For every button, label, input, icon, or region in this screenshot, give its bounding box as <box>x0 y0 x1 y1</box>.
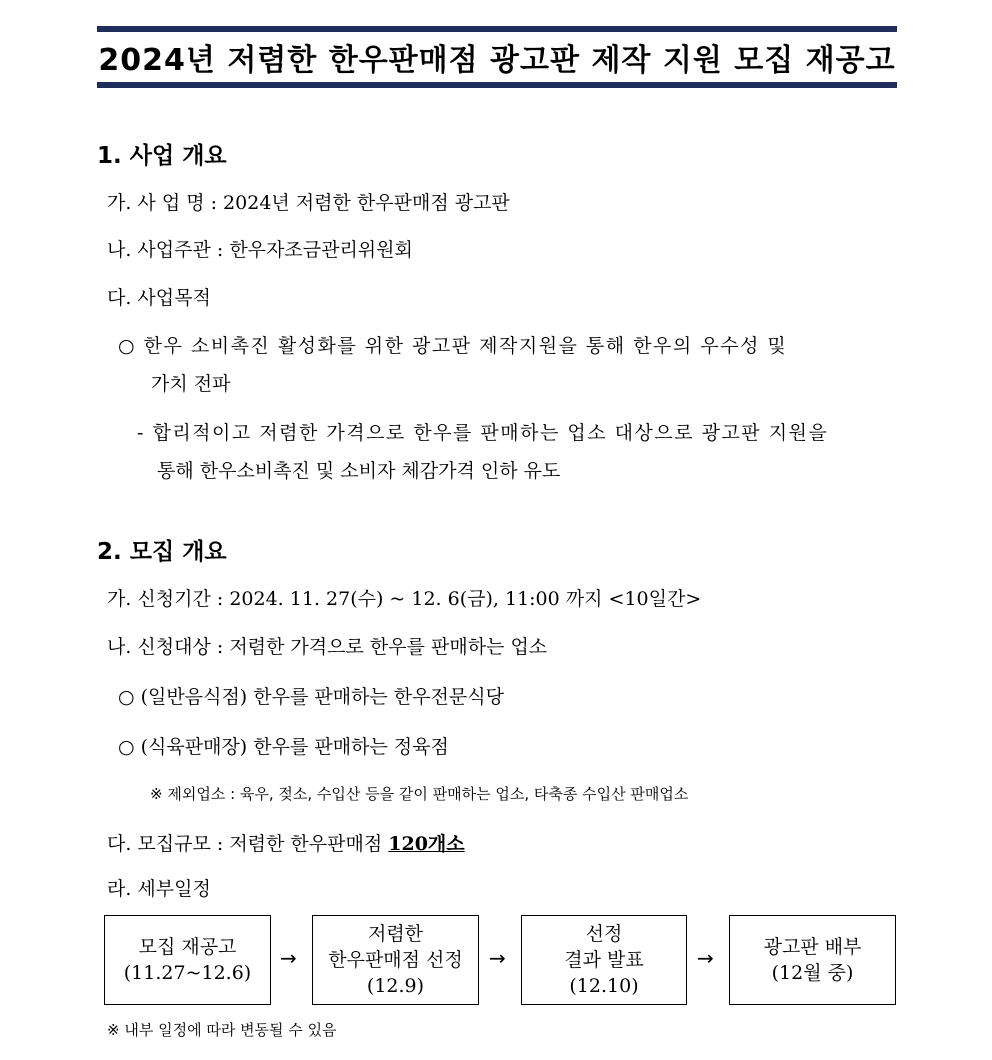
item-da-prefix: 다. 모집규모 : 저렴한 한우판매점 <box>107 833 389 855</box>
schedule-step-2-line1: 저렴한 <box>367 923 424 945</box>
schedule-step-1-line1: 모집 재공고 <box>138 936 237 958</box>
exclusion-note: ※ 제외업소 : 육우, 젖소, 수입산 등을 같이 판매하는 업소, 타축종 수입산 판매업소 <box>150 785 689 803</box>
schedule-step-2-line2: 한우판매점 선정 <box>328 949 463 971</box>
section1-dash-line2: 통해 한우소비촉진 및 소비자 체감가격 인하 유도 <box>157 460 561 482</box>
footer-note: ※ 내부 일정에 따라 변동될 수 있음 <box>107 1021 337 1039</box>
schedule-step-4-line1: 광고판 배부 <box>763 936 862 958</box>
schedule-step-4 <box>729 915 896 1005</box>
section1-item-ga: 가. 사 업 명 : 2024년 저렴한 한우판매점 광고판 <box>107 192 510 214</box>
schedule-step-1-line2: (11.27~12.6) <box>123 962 252 984</box>
schedule-step-3-line3: (12.10) <box>569 975 639 997</box>
section2-item-na: 나. 신청대상 : 저렴한 가격으로 한우를 판매하는 업소 <box>107 636 548 658</box>
section2-bullet2: ○ (식육판매장) 한우를 판매하는 정육점 <box>118 736 449 758</box>
section1-item-da: 다. 사업목적 <box>107 287 211 309</box>
arrow-right-icon: → <box>280 946 297 970</box>
schedule-step-3-line2: 결과 발표 <box>564 949 644 971</box>
schedule-step-4-line2: (12월 중) <box>771 962 854 984</box>
section1-bullet-line2: 가치 전파 <box>151 373 231 395</box>
schedule-step-3 <box>521 915 687 1005</box>
section2-item-ra: 라. 세부일정 <box>107 878 211 900</box>
section1-dash-line1: - 합리적이고 저렴한 가격으로 한우를 판매하는 업소 대상으로 광고판 지원을 <box>137 422 829 444</box>
schedule-step-1 <box>104 915 271 1005</box>
document-title-box <box>97 26 897 88</box>
section1-bullet-line1: ○ 한우 소비촉진 활성화를 위한 광고판 제작지원을 통해 한우의 우수성 및 <box>118 335 788 357</box>
arrow-right-icon: → <box>697 946 714 970</box>
item-da-count: 120개소 <box>388 833 465 855</box>
document-title: 2024년 저렴한 한우판매점 광고판 제작 지원 모집 재공고 <box>98 43 896 78</box>
section1-heading: 1. 사업 개요 <box>97 143 227 169</box>
section2-item-ga: 가. 신청기간 : 2024. 11. 27(수) ~ 12. 6(금), 11:00 까지 <10일간> <box>107 588 702 610</box>
section2-bullet1: ○ (일반음식점) 한우를 판매하는 한우전문식당 <box>118 686 504 708</box>
schedule-step-2 <box>312 915 479 1005</box>
section2-item-da <box>107 829 465 856</box>
arrow-right-icon: → <box>489 946 506 970</box>
schedule-step-3-line1: 선정 <box>585 923 623 945</box>
section1-item-na: 나. 사업주관 : 한우자조금관리위원회 <box>107 239 413 261</box>
schedule-step-2-line3: (12.9) <box>366 975 425 997</box>
section2-heading: 2. 모집 개요 <box>97 539 227 565</box>
